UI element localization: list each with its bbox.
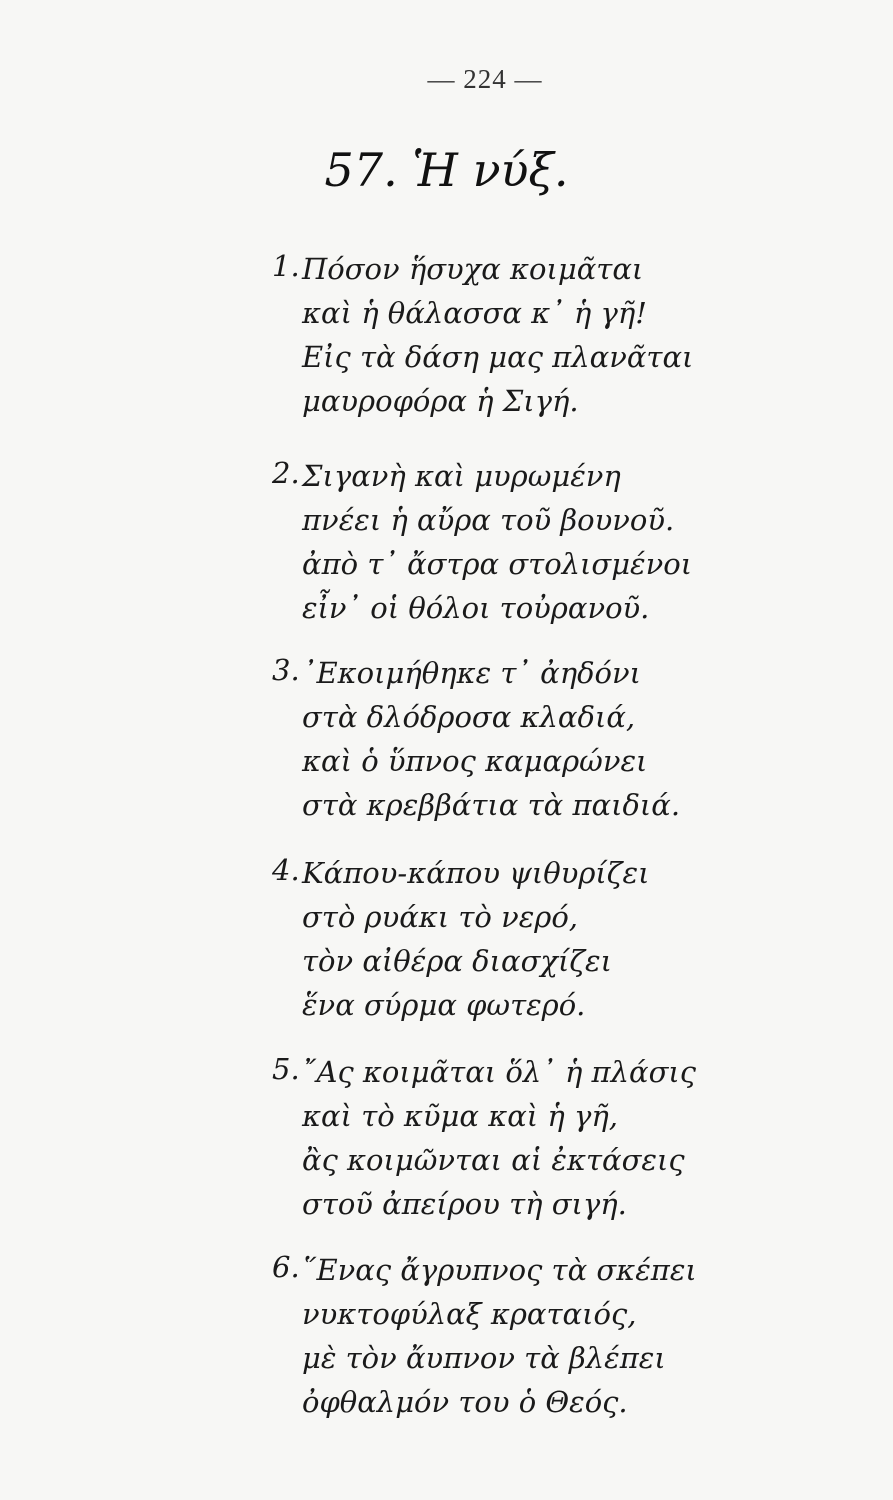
stanza-number: 1. xyxy=(272,249,300,283)
verse-line: Εἰς τὰ δάση μας πλανᾶται xyxy=(302,340,694,374)
verse-line: στὰ κρεββάτια τὰ παιδιά. xyxy=(302,788,681,822)
verse-line: ὀφθαλμόν του ὁ Θεός. xyxy=(302,1385,628,1419)
verse-line: καὶ ἡ θάλασσα κ᾽ ἡ γῆ! xyxy=(302,296,647,330)
stanza-number: 6. xyxy=(272,1250,300,1284)
verse-line: μαυροφόρα ἡ Σιγή. xyxy=(302,384,579,418)
verse-line: Κάπου-κάπου ψιθυρίζει xyxy=(302,856,650,890)
verse-line: καὶ ὁ ὕπνος καμαρώνει xyxy=(302,744,648,778)
verse-line: τὸν αἰθέρα διασχίζει xyxy=(302,944,612,978)
verse-line: ῎Ας κοιμᾶται ὅλ᾽ ἡ πλάσις xyxy=(302,1055,696,1089)
verse-line: μὲ τὸν ἄυπνον τὰ βλέπει xyxy=(302,1341,666,1375)
verse-line: ἂς κοιμῶνται αἱ ἐκτάσεις xyxy=(302,1143,685,1177)
stanza-number: 4. xyxy=(272,853,300,887)
verse-line: στὸ ρυάκι τὸ νερό, xyxy=(302,900,579,934)
verse-line: Πόσον ἥσυχα κοιμᾶται xyxy=(302,252,644,286)
stanza-number: 3. xyxy=(272,653,300,687)
verse-line: ἕνα σύρμα φωτερό. xyxy=(302,988,586,1022)
verse-line: Σιγανὴ καὶ μυρωμένη xyxy=(302,459,621,493)
verse-line: ἀπὸ τ᾽ ἄστρα στολισμένοι xyxy=(302,547,693,581)
verse-line: ᾿Εκοιμήθηκε τ᾽ ἀηδόνι xyxy=(302,656,642,690)
stanza-number: 2. xyxy=(272,456,300,490)
verse-line: νυκτοφύλαξ κραταιός, xyxy=(302,1297,637,1331)
verse-line: καὶ τὸ κῦμα καὶ ἡ γῆ, xyxy=(302,1099,618,1133)
stanza-number: 5. xyxy=(272,1052,300,1086)
verse-line: εἶν᾽ οἱ θόλοι τοὐρανοῦ. xyxy=(302,591,650,625)
verse-line: ῞Ενας ἄγρυπνος τὰ σκέπει xyxy=(302,1253,697,1287)
verse-line: πνέει ἡ αὔρα τοῦ βουνοῦ. xyxy=(302,503,675,537)
poem-title: 57. Ἡ νύξ. xyxy=(324,143,569,197)
verse-line: στοῦ ἀπείρου τὴ σιγή. xyxy=(302,1187,627,1221)
verse-line: στὰ δλόδροσα κλαδιά, xyxy=(302,700,636,734)
page-number: — 224 — xyxy=(427,64,543,94)
